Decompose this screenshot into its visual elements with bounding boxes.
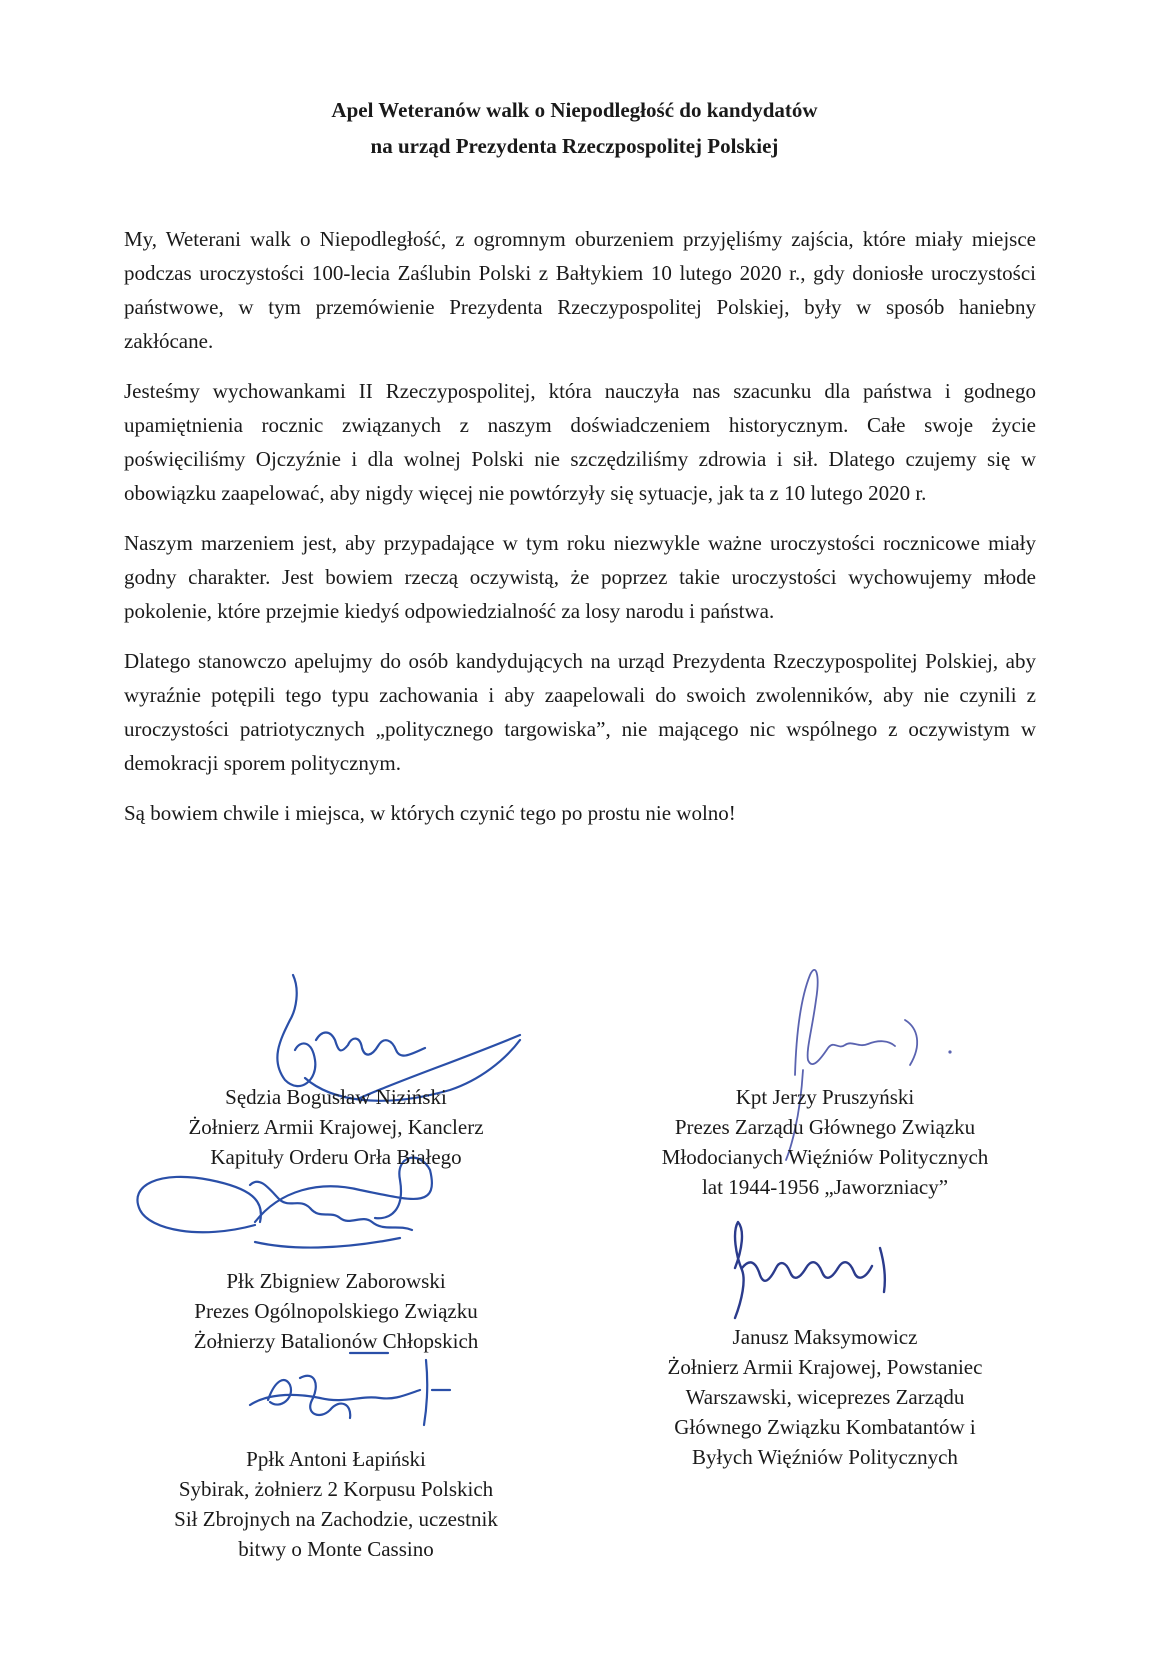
signature-maksymowicz bbox=[735, 1222, 885, 1318]
document-title bbox=[0, 92, 1149, 164]
signatory-pruszynski bbox=[580, 1082, 1070, 1202]
signatory-maksymowicz-line-4: Głównego Związku Kombatantów i bbox=[674, 1415, 976, 1439]
signatory-niziensk-line-2: Żołnierz Armii Krajowej, Kanclerz bbox=[188, 1115, 484, 1139]
signatory-zaborowski-line-2: Prezes Ogólnopolskiego Związku bbox=[194, 1299, 478, 1323]
paragraph-3: Naszym marzeniem jest, aby przypadające w tym roku niezwykle ważne uroczystości rocznicowe miały godny charakter. Jest bowiem rzeczą oczywistą, że poprzez takie uroczystości wychowujemy młode pokolenie, które przejmie kiedyś odpowiedzialność za losy narodu i państwa. bbox=[124, 531, 1036, 623]
title-line-1: Apel Weteranów walk o Niepodległość do kandydatów bbox=[331, 98, 818, 122]
signatory-lapinski bbox=[96, 1444, 576, 1564]
title-line-2: na urząd Prezydenta Rzeczpospolitej Polskiej bbox=[370, 134, 779, 158]
signatory-niziensk bbox=[96, 1082, 576, 1172]
signatory-zaborowski-name: Płk Zbigniew Zaborowski bbox=[226, 1269, 446, 1293]
signatory-niziensk-name: Sędzia Bogusław Niziński bbox=[225, 1085, 447, 1109]
signatory-pruszynski-name: Kpt Jerzy Pruszyński bbox=[735, 1085, 915, 1109]
signatory-zaborowski-line-3: Żołnierzy Batalionów Chłopskich bbox=[193, 1329, 479, 1353]
signatory-maksymowicz-line-5: Byłych Więźniów Politycznych bbox=[692, 1445, 958, 1469]
signatory-pruszynski-line-2: Prezes Zarządu Głównego Związku bbox=[674, 1115, 976, 1139]
signatory-lapinski-line-2: Sybirak, żołnierz 2 Korpusu Polskich bbox=[178, 1477, 494, 1501]
signatory-niziensk-line-3: Kapituły Orderu Orła Białego bbox=[210, 1145, 462, 1169]
document-body bbox=[124, 222, 1036, 846]
signatory-zaborowski bbox=[96, 1266, 576, 1356]
signatory-maksymowicz-line-3: Warszawski, wiceprezes Zarządu bbox=[685, 1385, 965, 1409]
paragraph-4: Dlatego stanowczo apelujmy do osób kandydujących na urząd Prezydenta Rzeczypospolitej Polskiej, aby wyraźnie potępili tego typu zachowania i aby zaapelowali do swoich zwolenników, aby nie czynili z uroczystości patriotycznych „politycznego targowiska”, nie mającego nic wspólnego z oczywistym w demokracji sporem politycznym. bbox=[124, 649, 1036, 775]
signatory-pruszynski-line-4: lat 1944-1956 „Jaworzniacy” bbox=[701, 1175, 949, 1199]
signatory-lapinski-line-3: Sił Zbrojnych na Zachodzie, uczestnik bbox=[174, 1507, 498, 1531]
signature-lapinski bbox=[250, 1353, 450, 1425]
paragraph-2: Jesteśmy wychowankami II Rzeczypospolitej, która nauczyła nas szacunku dla państwa i godnego upamiętnienia rocznic związanych z naszym doświadczeniem historycznym. Całe swoje życie poświęciliśmy Ojczyźnie i dla wolnej Polski nie szczędziliśmy zdrowia i sił. Dlatego czujemy się w obowiązku zaapelować, aby nigdy więcej nie powtórzyły się sytuacje, jak ta z 10 lutego 2020 r. bbox=[124, 379, 1036, 505]
paragraph-5: Są bowiem chwile i miejsca, w których czynić tego po prostu nie wolno! bbox=[124, 801, 736, 825]
signatory-maksymowicz-name: Janusz Maksymowicz bbox=[732, 1325, 918, 1349]
signatory-pruszynski-line-3: Młodocianych Więźniów Politycznych bbox=[661, 1145, 989, 1169]
signatory-maksymowicz-line-2: Żołnierz Armii Krajowej, Powstaniec bbox=[667, 1355, 983, 1379]
signatory-lapinski-line-4: bitwy o Monte Cassino bbox=[238, 1537, 434, 1561]
paragraph-1: My, Weterani walk o Niepodległość, z ogromnym oburzeniem przyjęliśmy zajścia, które miały miejsce podczas uroczystości 100-lecia Zaślubin Polski z Bałtykiem 10 lutego 2020 r., gdy doniosłe uroczystości państwowe, w tym przemówienie Prezydenta Rzeczypospolitej Polskiej, były w sposób haniebny zakłócane. bbox=[124, 227, 1036, 353]
signatory-maksymowicz bbox=[580, 1322, 1070, 1472]
signatory-lapinski-name: Ppłk Antoni Łapiński bbox=[246, 1447, 426, 1471]
